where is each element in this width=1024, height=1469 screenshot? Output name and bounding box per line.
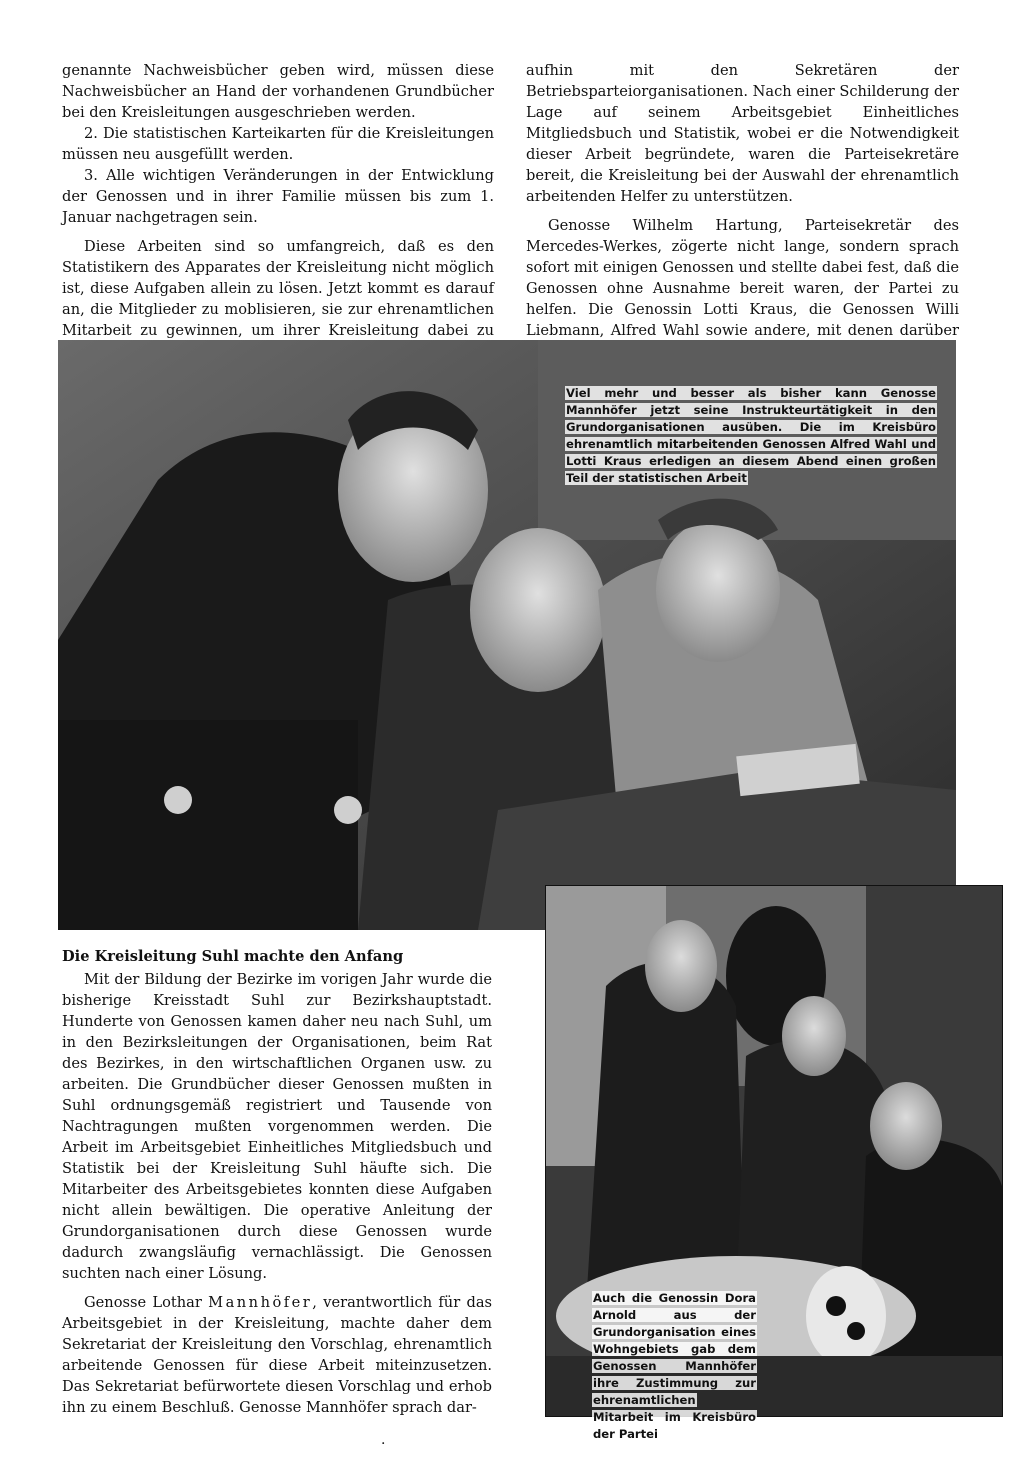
column-right-top (526, 60, 959, 362)
paragraph: 2. Die statistischen Karteikarten für die Kreisleitungen müssen neu ausgefüllt werden. (62, 125, 494, 163)
paragraph: genannte Nachweisbücher geben wird, müssen diese Nachweisbücher an Hand der vorhandenen Grundbücher bei den Kreisleitungen ausgeschrieben werden. (62, 62, 494, 121)
section-heading: Die Kreisleitung Suhl machte den Anfang (62, 948, 404, 965)
paragraph: Genosse Wilhelm Hartung, Parteisekretär des Mercedes-Werkes, zögerte nicht lange, sondern sprach sofort mit einigen Genossen und stellte dabei fest, daß die Genossen ohne Ausnahme bereit waren, der Partei zu helfen. Die Genossin Lotti Kraus, die Genossen Willi Liebmann, Alfred Wahl sowie andere, mit denen darüber (526, 217, 959, 339)
paragraph (62, 1292, 492, 1418)
photo-caption-small: Auch die Genossin Dora Arnold aus der Grundorganisation eines Wohngebiets gab dem Genossen Mannhöfer ihre Zustimmung zur ehrenamtlichen Mitarbeit im Kreisbüro der Partei (593, 1291, 756, 1441)
text-run: , verantwortlich für das Arbeitsgebiet in der Kreisleitung, machte daher dem Sekretariat der Kreisleitung den Vorschlag, ehrenamtlich arbeitende Genossen für diese Arbeit miteinzusetzen. Das Sekretariat befürwortete diesen Vorschlag und erhob ihn zu einem Beschluß. Genosse Mannhöfer sprach dar- (62, 1294, 493, 1416)
secondary-photo (545, 885, 1003, 1441)
person-name-spaced: Mannhöfer (208, 1294, 313, 1311)
paragraph: 3. Alle wichtigen Veränderungen in der Entwicklung der Genossen und in ihrer Familie müssen bis zum 1. Januar nachgetragen sein. (62, 167, 494, 226)
column-left-bottom (62, 946, 492, 1418)
text-run: Genosse Lothar (84, 1294, 202, 1311)
paragraph: Mit der Bildung der Bezirke im vorigen Jahr wurde die bisherige Kreisstadt Suhl zur Bezirkshauptstadt. Hunderte von Genossen kamen daher neu nach Suhl, um in den Bezirksleitungen der Organisationen, beim Rat des Bezirkes, in den wirtschaftlichen Organen usw. zu arbeiten. Die Grundbücher dieser Genossen mußten in Suhl ordnungsgemäß registriert und Tausende von Nachtragungen mußten vorgenommen werden. Die Arbeit im Arbeitsgebiet Einheitliches Mitgliedsbuch und Statistik bei der Kreisleitung Suhl häufte sich. Die Mitarbeiter des Arbeitsgebietes konnten diese Aufgaben nicht allein bewältigen. Die operative Anleitung der Grundorganisationen durch diese Genossen wurde dadurch zwangsläufig vernachlässigt. Die Genossen suchten nach einer Lösung. (62, 971, 492, 1282)
paragraph: aufhin mit den Sekretären der Betriebsparteiorganisationen. Nach einer Schilderung der Lage auf seinem Arbeitsgebiet Einheitliches Mitgliedsbuch und Statistik, wobei er die Notwendigkeit dieser Arbeit begründete, waren die Parteisekretäre bereit, die Kreisleitung bei der Auswahl der ehrenamtlich arbeitenden Helfer zu unterstützen. (526, 62, 959, 205)
column-left-top (62, 60, 494, 362)
paragraph: Diese Arbeiten sind so umfangreich, daß es den Statistikern des Apparates der Kreisleitung nicht möglich ist, diese Aufgaben allein zu lösen. Jetzt kommt es darauf an, die Mitglieder zu moblisieren, sie zur ehrenamtlichen Mitarbeit zu gewinnen, um ihrer Kreisleitung dabei zu (62, 238, 494, 339)
main-photo (58, 340, 956, 930)
page-mark: · (381, 1436, 386, 1452)
photo-caption-main: Viel mehr und besser als bisher kann Genosse Mannhöfer jetzt seine Instrukteurtätigkeit in den Grundorganisationen ausüben. Die im Kreisbüro ehrenamtlich mitarbeitenden Genossen Alfred Wahl und Lotti Kraus erledigen an diesem Abend einen großen Teil der statistischen Arbeit (566, 386, 936, 485)
